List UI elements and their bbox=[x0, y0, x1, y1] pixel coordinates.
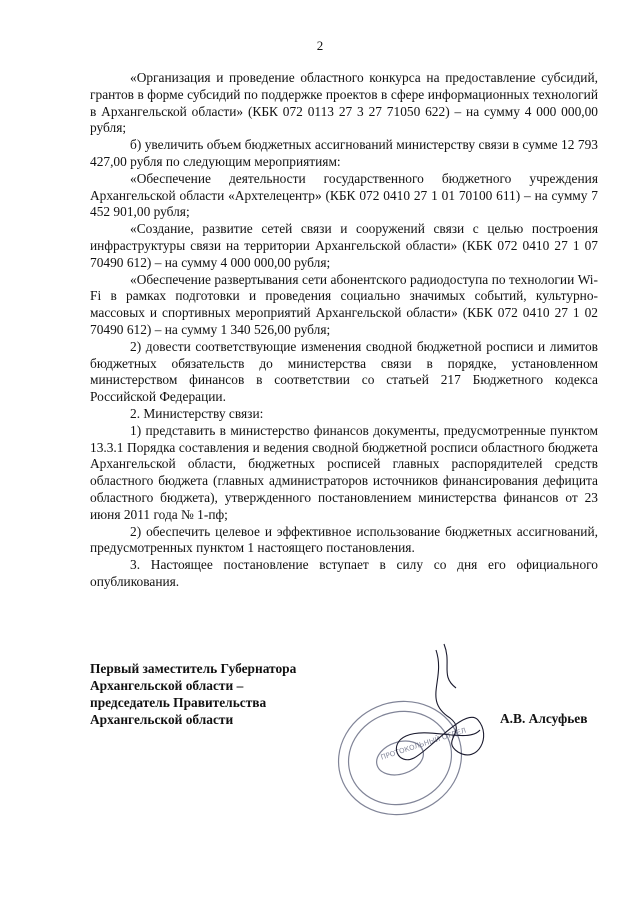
page-number: 2 bbox=[316, 38, 324, 53]
paragraph: «Организация и проведение областного конкурса на предоставление субсидий, грантов в форме субсидий по поддержке проектов в сфере информационных технологий в Архангельской области» (КБК 072 0113 27 3 27 71050 622) – на сумму 4 000 000,00 рубля; bbox=[90, 70, 598, 136]
official-stamp-with-signature bbox=[318, 640, 538, 820]
signatory-position-line: Архангельской области bbox=[90, 712, 234, 727]
signatory-position-line: Первый заместитель Губернатора bbox=[90, 661, 297, 676]
paragraph: 3. Настоящее постановление вступает в силу со дня его официального опубликования. bbox=[90, 557, 598, 589]
signatory-position-line: председатель Правительства bbox=[90, 695, 267, 710]
signatory-position bbox=[90, 660, 330, 728]
paragraph: 2) довести соответствующие изменения сводной бюджетной росписи и лимитов бюджетных обязательств до министерства связи в порядке, установленном министерством финансов в соответствии со статьей 217 Бюджетного кодекса Российской Федерации. bbox=[90, 338, 598, 405]
paragraph: 2) обеспечить целевое и эффективное использование бюджетных ассигнований, предусмотренных пунктом 1 настоящего постановления. bbox=[90, 523, 598, 556]
document-body bbox=[90, 70, 598, 591]
stamp-text: ПРОТОКОЛЬНЫЙ ОТДЕЛ bbox=[379, 726, 468, 762]
signatory-position-line: Архангельской области – bbox=[90, 678, 244, 693]
paragraph: «Создание, развитие сетей связи и сооружений связи с целью построения инфраструктуры связи на территории Архангельской области» (КБК 072 0410 27 1 07 70490 612) – на сумму 4 000 000,00 рубля; bbox=[90, 221, 598, 270]
paragraph: б) увеличить объем бюджетных ассигнований министерству связи в сумме 12 793 427,00 рубля по следующим мероприятиям: bbox=[90, 137, 598, 169]
signatory-name: А.В. Алсуфьев bbox=[500, 711, 588, 726]
paragraph: «Обеспечение развертывания сети абонентского радиодоступа по технологии Wi-Fi в рамках подготовки и проведения социально значимых событий, культурно-массовых и спортивных мероприятий Архангельской области» (КБК 072 0410 27 1 02 70490 612) – на сумму 1 340 526,00 рубля; bbox=[90, 271, 598, 337]
paragraph: «Обеспечение деятельности государственного бюджетного учреждения Архангельской области «Архтелецентр» (КБК 072 0410 27 1 01 70100 611) – на сумму 7 452 901,00 рубля; bbox=[90, 170, 598, 220]
paragraph: 1) представить в министерство финансов документы, предусмотренные пунктом 13.3.1 Порядка составления и ведения сводной бюджетной росписи областного бюджета Архангельской области, бюджетных росписей главных распорядителей средств областного бюджета (главных администраторов источников финансирования дефицита областного бюджета), утвержденного постановлением министерства финансов от 23 июня 2011 года № 1-пф; bbox=[90, 422, 598, 522]
paragraph: 2. Министерству связи: bbox=[130, 405, 264, 421]
